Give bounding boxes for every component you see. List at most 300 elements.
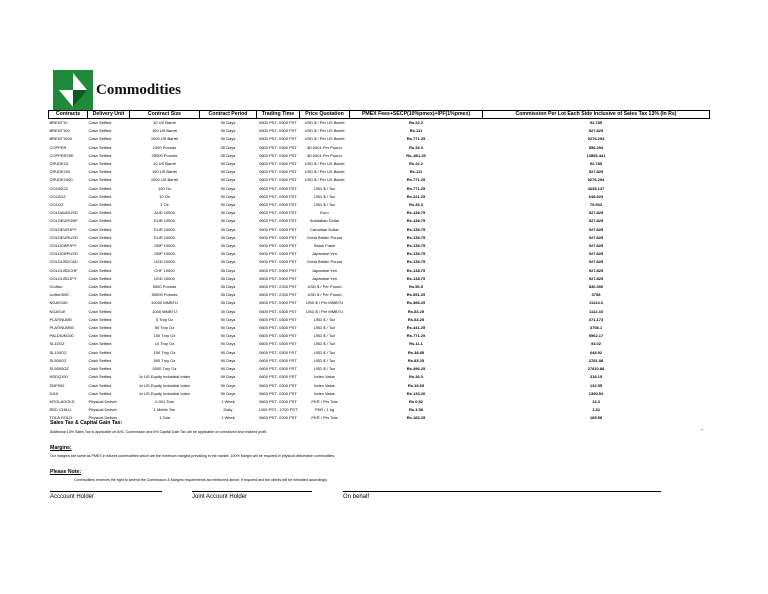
price-quotation-cell: Canadian Dollar	[310, 226, 339, 232]
contract-cell: GOLDEURGBP	[49, 218, 78, 224]
price-quotation-cell: USD $ / Per MMBTU	[305, 300, 344, 306]
table-row	[49, 299, 710, 307]
contract-period-cell: 30 Days	[220, 226, 236, 232]
commission-cell: 927.825	[588, 243, 604, 249]
contract-size-cell: 10000 MMBTU	[151, 300, 178, 306]
contract-period-cell: 90 Days	[220, 390, 236, 396]
price-quotation-cell: USD $ / Per US Barrel	[304, 136, 345, 142]
pmex-fee-cell: Rs.1.58	[408, 407, 423, 413]
contract-size-cell: 5000 Pounds	[152, 284, 177, 290]
contract-size-cell: 500 Troy Oz	[153, 357, 176, 363]
price-quotation-cell: Euro	[320, 210, 329, 216]
delivery-unit-cell: Cash Settled	[88, 161, 112, 167]
delivery-unit-cell: Cash Settled	[88, 251, 112, 257]
trading-time-cell: 0600 PST- 0300 PST	[259, 398, 297, 404]
pmex-fee-cell: Rs.83.25	[407, 308, 425, 314]
commission-cell: 11124.3	[588, 300, 604, 306]
column-header: Delivery Unit	[88, 111, 130, 119]
table-row	[49, 127, 710, 135]
contract-cell: NSDQ100	[49, 374, 68, 380]
margins-heading: Margins:	[50, 445, 72, 451]
delivery-unit-cell: Cash Settled	[88, 243, 112, 249]
table-row	[49, 193, 710, 201]
trading-time-cell: 0600 PST- 0300 PST	[259, 316, 297, 322]
trading-time-cell: 0600 PST- 0300 PST	[259, 333, 297, 339]
contract-period-cell: 90 Days	[220, 202, 236, 208]
contract-size-cell: 5000 Troy Oz	[152, 366, 177, 372]
trading-time-cell: 0600 PST- 0300 PST	[259, 308, 297, 314]
delivery-unit-cell: Physical Deliver	[88, 415, 117, 421]
contract-size-cell: 1 Tola	[159, 415, 170, 421]
delivery-unit-cell: Cash Settled	[88, 218, 112, 224]
contract-size-cell: 1000 US Barrel	[150, 136, 179, 142]
table-row	[49, 283, 710, 291]
delivery-unit-cell: Cash Settled	[88, 226, 112, 232]
commission-cell: 9276.294	[587, 177, 605, 183]
contract-period-cell: 90 Days	[220, 357, 236, 363]
signature-label-on-behalf: On behalf	[343, 494, 370, 500]
contract-size-cell: 10 Troy Oz	[154, 341, 175, 347]
table-row	[49, 390, 710, 398]
signature-label-account-holder: Acccount Holder	[50, 494, 95, 500]
trading-time-cell: 0600 PST- 0300 PST	[259, 136, 297, 142]
contract-cell: GO10OZ	[49, 193, 66, 199]
table-row	[49, 291, 710, 299]
table-row	[49, 308, 710, 316]
delivery-unit-cell: Physical Deliver	[88, 407, 117, 413]
trading-time-cell: 0600 PST- 0300 PST	[259, 193, 297, 199]
signature-line-account-holder	[50, 491, 162, 492]
contract-period-cell: 90 Days	[220, 161, 236, 167]
trading-time-cell: 0600 PST- 0300 PST	[259, 382, 297, 388]
contract-cell: MTOLAGOLD	[49, 398, 75, 404]
trading-time-cell: 0600 PST- 0300 PST	[259, 120, 297, 125]
table-row	[49, 316, 710, 324]
delivery-unit-cell: Physical Deliver	[88, 398, 117, 404]
signature-line-joint-holder	[192, 491, 312, 492]
trading-time-cell: 0600 PST- 0300 PST	[259, 349, 297, 355]
contract-period-cell: 30 Days	[220, 152, 236, 158]
commission-cell: 927.825	[588, 128, 604, 134]
commission-cell: 3708.1	[589, 325, 603, 331]
price-quotation-cell: PKR / Per Tola	[311, 398, 338, 404]
table-row	[49, 144, 710, 152]
price-quotation-cell: USD $ / Per US Barrel	[304, 120, 345, 125]
commission-cell: 79.533	[589, 202, 603, 208]
contract-size-cell: 5 Troy Oz	[155, 316, 174, 322]
contract-period-cell: 30 Days	[220, 144, 236, 150]
trading-time-cell: 0600 PST- 0200 PST	[259, 415, 297, 421]
contract-period-cell: 30 Days	[220, 284, 236, 290]
price-quotation-cell: Great Britain Pound	[306, 259, 343, 265]
commission-cell: 1112.43	[588, 308, 604, 314]
contract-cell: GOLDUSDCHF	[49, 267, 78, 273]
contract-size-cell: 1x US Equity Industrial Index	[138, 374, 191, 380]
contract-size-cell: 10 US Barrel	[153, 120, 176, 125]
trading-time-cell: 0600 PST- 0300 PST	[259, 185, 297, 191]
price-quotation-cell: Index Value	[314, 374, 335, 380]
commission-cell: 27810.88	[587, 366, 605, 372]
pmex-fee-cell: Rs.441.25	[406, 325, 426, 331]
contract-cell: BRENT1000	[49, 136, 72, 142]
delivery-unit-cell: Cash Settled	[88, 185, 112, 191]
price-quotation-cell: Australian Dollar	[309, 218, 340, 224]
delivery-unit-cell: Cash Settled	[88, 144, 112, 150]
trading-time-cell: 0600 PST- 0300 PST	[259, 275, 297, 281]
trading-time-cell: 0600 PST- 0300 PST	[259, 300, 297, 306]
table-row	[49, 406, 710, 414]
pmex-fee-cell: Rs.33.3	[408, 374, 423, 380]
contract-size-cell: GBP 10000	[154, 243, 175, 249]
table-row	[49, 234, 710, 242]
commission-cell: 13.3	[592, 398, 600, 404]
contract-size-cell: CHF 10000	[154, 267, 175, 273]
contract-period-cell: 30 Days	[220, 292, 236, 298]
commission-cell: 836.306	[588, 284, 604, 290]
contract-cell: NGAS1K	[49, 308, 66, 314]
delivery-unit-cell: Cash Settled	[88, 284, 112, 290]
pmex-fee-cell: Rs.138.75	[406, 243, 426, 249]
pmex-fee-cell: Rs.496.25	[406, 366, 426, 372]
column-header: Contracts	[49, 111, 88, 119]
contract-size-cell: EUR 10000	[154, 226, 175, 232]
table-row	[49, 357, 710, 365]
price-quotation-cell: USD $ / Toz	[313, 193, 336, 199]
contract-size-cell: EUR 10000	[154, 234, 175, 240]
commission-cell: 3708	[591, 292, 601, 298]
delivery-unit-cell: Cash Settled	[88, 234, 112, 240]
delivery-unit-cell: Cash Settled	[88, 120, 112, 125]
contract-period-cell: 1 Week	[221, 398, 235, 404]
please-note-text: Commodities reserves the right to amend the Commission & Margins requirements as mentioned above, if required and the clients will be intimated accordingly.	[74, 478, 328, 482]
contract-cell: COPPER	[49, 144, 67, 150]
pmex-fee-cell: Rs.16.65	[407, 382, 425, 388]
price-quotation-cell: Japanese Yen	[311, 275, 338, 281]
pmex-fee-cell: Rs.22.2	[408, 120, 423, 125]
contract-period-cell: 90 Days	[220, 374, 236, 380]
pmex-fee-cell: Rs.83.25	[407, 316, 425, 322]
price-quotation-cell: USD $ / Per US Barrel	[304, 169, 345, 175]
delivery-unit-cell: Cash Settled	[88, 177, 112, 183]
contract-period-cell: 90 Days	[220, 341, 236, 347]
contract-size-cell: 1 Metric Ton	[153, 407, 176, 413]
trading-time-cell: 0600 PST- 0300 PST	[259, 374, 297, 380]
contract-size-cell: USD 10000	[154, 259, 175, 265]
contract-cell: PALDIUM100	[49, 333, 74, 339]
price-quotation-cell: Japanese Yen	[311, 267, 338, 273]
delivery-unit-cell: Cash Settled	[88, 390, 112, 396]
table-row	[49, 160, 710, 168]
commission-cell: 371.173	[588, 316, 604, 322]
price-quotation-cell: USD $ / Toz	[313, 202, 336, 208]
contract-period-cell: 30 Days	[220, 259, 236, 265]
contract-cell: SL5000OZ	[49, 366, 69, 372]
trading-time-cell: 0600 PST- 0300 PST	[259, 177, 297, 183]
contract-period-cell: 90 Days	[220, 325, 236, 331]
delivery-unit-cell: Cash Settled	[88, 382, 112, 388]
contract-period-cell: 90 Days	[220, 349, 236, 355]
pmex-fee-cell: Rs.50.5	[408, 284, 423, 290]
commission-cell: 4635.147	[587, 185, 605, 191]
column-header: Trading Time	[257, 111, 300, 119]
pmex-fee-cell: Rs.33.3	[408, 144, 423, 150]
contract-size-cell: 10 Oz	[159, 193, 170, 199]
table-row	[49, 226, 710, 234]
signature-line-on-behalf	[343, 491, 661, 492]
price-quotation-cell: $0.0001 Per Pound	[307, 152, 342, 158]
contract-cell: PLATINUM5	[49, 316, 72, 322]
contract-size-cell: 100 Troy Oz	[153, 333, 176, 339]
contract-period-cell: 30 Days	[220, 234, 236, 240]
table-row	[49, 217, 710, 225]
contract-period-cell: 90 Days	[220, 169, 236, 175]
price-quotation-cell: USD $ / Toz	[313, 357, 336, 363]
contract-period-cell: 30 Days	[220, 218, 236, 224]
price-quotation-cell: PKR / 1 kg	[314, 407, 335, 413]
pmex-fee-cell: Rs.771.25	[406, 177, 426, 183]
contract-period-cell: 90 Days	[220, 136, 236, 142]
price-quotation-cell: USD $ / Per Pound	[307, 284, 342, 290]
contract-period-cell: 90 Days	[220, 128, 236, 134]
trading-time-cell: 1000 PST - 1700 PST	[258, 407, 298, 413]
price-quotation-cell: Swiss Frank	[313, 243, 336, 249]
commission-cell: 185.58	[589, 415, 603, 421]
contract-cell: GOLDUSDCAD	[49, 259, 78, 265]
contract-cell: ICofton	[49, 284, 63, 290]
brand-name: Commodities	[96, 82, 181, 98]
pmex-fee-cell: Rs.111	[409, 128, 423, 134]
contract-cell: GOLDEURJPY	[49, 226, 77, 232]
pmex-fee-cell: Rs.0.82	[408, 398, 423, 404]
table-row	[49, 398, 710, 406]
contract-period-cell: 30 Days	[220, 308, 236, 314]
delivery-unit-cell: Cash Settled	[88, 275, 112, 281]
contract-size-cell: 50 Troy Oz	[154, 325, 175, 331]
contract-period-cell: 90 Days	[220, 333, 236, 339]
price-quotation-cell: Index Value	[314, 382, 335, 388]
contract-size-cell: 0.001 Tola	[155, 398, 174, 404]
delivery-unit-cell: Cash Settled	[88, 128, 112, 134]
contract-cell: SL10OZ	[49, 341, 65, 347]
trading-time-cell: 0600 PST- 0300 PST	[259, 152, 297, 158]
delivery-unit-cell: Cash Settled	[88, 169, 112, 175]
table-row	[49, 267, 710, 275]
contract-period-cell: 90 Days	[220, 193, 236, 199]
contract-size-cell: 1x US Equity Industrial Index	[138, 390, 191, 396]
contract-period-cell: 1 Week	[221, 415, 235, 421]
contract-size-cell: 1000 Pounds	[152, 144, 177, 150]
contract-cell: SNP500	[49, 382, 65, 388]
price-quotation-cell: USD $ / Toz	[313, 316, 336, 322]
table-row	[49, 340, 710, 348]
table-row	[49, 168, 710, 176]
commodities-logo-icon	[53, 70, 93, 110]
table-row	[49, 365, 710, 373]
commission-cell: 92.785	[589, 120, 603, 125]
contract-cell: IcoftonS0K	[49, 292, 70, 298]
contract-size-cell: 1000 US Barrel	[150, 177, 179, 183]
contract-period-cell: Daily	[223, 407, 233, 413]
contract-period-cell: 30 Days	[220, 275, 236, 281]
price-quotation-cell: Japanese Yen	[311, 251, 338, 257]
contract-cell: GOLDGBPJPY	[49, 243, 77, 249]
commission-cell: 927.825	[588, 275, 604, 281]
price-quotation-cell: USD $ / Toz	[313, 325, 336, 331]
delivery-unit-cell: Cash Settled	[88, 136, 112, 142]
pmex-fee-cell: Rs.11.1	[409, 341, 423, 347]
pmex-fee-cell: Rs.166.25	[406, 415, 426, 421]
contract-size-cell: 100 US Barrel	[151, 169, 178, 175]
price-quotation-cell: USD $ / Toz	[313, 366, 336, 372]
pmex-fee-cell: Rs.138.75	[406, 259, 426, 265]
contract-cell: GOLDEURUSD	[49, 234, 78, 240]
table-row	[49, 324, 710, 332]
price-quotation-cell: Great Britain Pound	[306, 234, 343, 240]
contract-size-cell: 25000 Pounds	[151, 152, 178, 158]
column-header: Contract Period	[200, 111, 257, 119]
commission-cell: 53.02	[590, 341, 601, 347]
commission-cell: 5562.17	[588, 333, 604, 339]
trading-time-cell: 0600 PST- 0300 PST	[259, 366, 297, 372]
contract-size-cell: 1 Oz	[160, 202, 169, 208]
column-header: Contract Size	[130, 111, 200, 119]
pmex-fee-cell: Rs.133.20	[406, 390, 426, 396]
price-quotation-cell: USD $ / Per Pound	[307, 292, 342, 298]
pmex-fee-cell: Rs.33.3	[408, 202, 423, 208]
table-row	[49, 382, 710, 390]
table-row	[49, 242, 710, 250]
delivery-unit-cell: Cash Settled	[88, 374, 112, 380]
pmex-fee-cell: Rs.22.2	[408, 161, 423, 167]
table-row	[49, 250, 710, 258]
pmex-fee-cell: Rs.138.75	[406, 267, 426, 273]
contract-cell: RED CHILLI	[49, 407, 72, 413]
contract-cell: CRUDE10	[49, 161, 69, 167]
delivery-unit-cell: Cash Settled	[88, 366, 112, 372]
contract-period-cell: 90 Days	[220, 316, 236, 322]
table-row	[49, 209, 710, 217]
price-quotation-cell: $0.0001 Per Pound	[307, 144, 342, 150]
commission-cell: 927.825	[588, 259, 604, 265]
trading-time-cell: 0600 PST- 0300 PST	[259, 243, 297, 249]
trading-time-cell: 0600 PST- 0300 PST	[259, 161, 297, 167]
price-quotation-cell: USD $ / Toz	[313, 333, 336, 339]
commission-cell: 927.825	[588, 234, 604, 240]
contract-cell: CRUDE1000	[49, 177, 73, 183]
column-header: Price Quotation	[300, 111, 350, 119]
pmex-fee-cell: Rs.111	[409, 169, 423, 175]
trading-time-cell: 0600 PST- 0300 PST	[259, 144, 297, 150]
table-row	[49, 176, 710, 184]
delivery-unit-cell: Cash Settled	[88, 210, 112, 216]
price-quotation-cell: USD $ / Toz	[313, 349, 336, 355]
price-quotation-cell: USD $ / Per US Barrel	[304, 161, 345, 167]
trading-time-cell: 0600 PST- 0300 PST	[259, 325, 297, 331]
commission-cell: 92.785	[589, 161, 603, 167]
pmex-fee-cell: Rs.551.25	[406, 292, 426, 298]
table-row	[49, 373, 710, 381]
contract-size-cell: 100 Troy Oz	[153, 349, 176, 355]
contract-size-cell: 100 Oz	[158, 185, 171, 191]
pmex-fee-cell: Rs.83.25	[407, 357, 425, 363]
delivery-unit-cell: Cash Settled	[88, 300, 112, 306]
contract-size-cell: EUR 10000	[154, 218, 175, 224]
contract-period-cell: 90 Days	[220, 382, 236, 388]
contract-cell: NGAS10K	[49, 300, 68, 306]
trading-time-cell: 0600 PST- 0300 PST	[259, 341, 297, 347]
commission-cell: 927.825	[588, 267, 604, 273]
table-row	[49, 414, 710, 422]
table-row	[49, 119, 710, 128]
delivery-unit-cell: Cash Settled	[88, 308, 112, 314]
contract-cell: GO1OZ	[49, 202, 64, 208]
trading-time-cell: 0600 PST- 0300 PST	[259, 234, 297, 240]
delivery-unit-cell: Cash Settled	[88, 202, 112, 208]
trading-time-cell: 0600 PST- 0300 PST	[259, 210, 297, 216]
delivery-unit-cell: Cash Settled	[88, 357, 112, 363]
stray-mark: -	[701, 427, 703, 433]
pmex-fee-cell: Rs.38.85	[407, 349, 425, 355]
trading-time-cell: 0600 PST- 0300 PST	[259, 259, 297, 265]
commission-cell: 927.825	[588, 226, 604, 232]
price-quotation-cell: USD $ / Per US Barrel	[304, 177, 345, 183]
contract-size-cell: 1x US Equity Industrial Index	[138, 382, 191, 388]
commission-cell: 13865.441	[586, 152, 606, 158]
pmex-fee-cell: Rs.138.75	[406, 226, 426, 232]
delivery-unit-cell: Cash Settled	[88, 193, 112, 199]
contract-cell: CRUDE100	[49, 169, 71, 175]
contract-cell: DJIA	[49, 390, 59, 396]
column-header: Commission Per Lot Each Side Inclusive of Sales Tax 13% (In Rs)	[483, 111, 710, 119]
price-quotation-cell: USD $ / Toz	[313, 185, 336, 191]
table-row	[49, 185, 710, 193]
trading-time-cell: 0600 PST- 0300 PST	[259, 390, 297, 396]
commission-cell: 9276.294	[587, 136, 605, 142]
contract-size-cell: 10 US Barrel	[153, 161, 176, 167]
commission-cell: 132.55	[589, 382, 603, 388]
contract-cell: COPPER25K	[49, 152, 74, 158]
commission-cell: 318.15	[589, 374, 603, 380]
margins-text: Our margins are same as PMEX in futures commodities which are the minimum margins prevailing in the market. 100% Margin will be required in physical deliverable commodities.	[50, 454, 336, 458]
contract-size-cell: 1000 MMBTU	[152, 308, 177, 314]
pmex-fee-cell: Rs.386.25	[406, 300, 426, 306]
contract-period-cell: 30 Days	[220, 267, 236, 273]
price-quotation-cell: Index Value	[314, 390, 335, 396]
trading-time-cell: 0600 PST- 0300 PST	[259, 267, 297, 273]
commission-cell: 927.825	[588, 218, 604, 224]
commission-cell: 2781.08	[588, 357, 604, 363]
trading-time-cell: 0600 PST- 0300 PST	[259, 251, 297, 257]
trading-time-cell: 0600 PST- 2330 PST	[259, 292, 297, 298]
price-quotation-cell: USD $ / Per US Barrel	[304, 128, 345, 134]
contract-cell: BRENT10	[49, 120, 68, 125]
contract-size-cell: 100 US Barrel	[151, 128, 178, 134]
pmex-fee-cell: Rs.138.75	[406, 234, 426, 240]
contract-size-cell: GBP 10000	[154, 251, 175, 257]
contract-size-cell: 50000 Pounds	[151, 292, 178, 298]
table-header-row	[49, 111, 710, 119]
contract-size-cell: USD 10000	[154, 275, 175, 281]
contract-period-cell: 90 Days	[220, 366, 236, 372]
table-row	[49, 135, 710, 143]
trading-time-cell: 0600 PST- 0300 PST	[259, 202, 297, 208]
pmex-fee-cell: Rs.771.25	[406, 333, 426, 339]
delivery-unit-cell: Cash Settled	[88, 333, 112, 339]
trading-time-cell: 0600 PST- 0300 PST	[259, 357, 297, 363]
contract-period-cell: 30 Days	[220, 251, 236, 257]
table-row	[49, 275, 710, 283]
delivery-unit-cell: Cash Settled	[88, 325, 112, 331]
